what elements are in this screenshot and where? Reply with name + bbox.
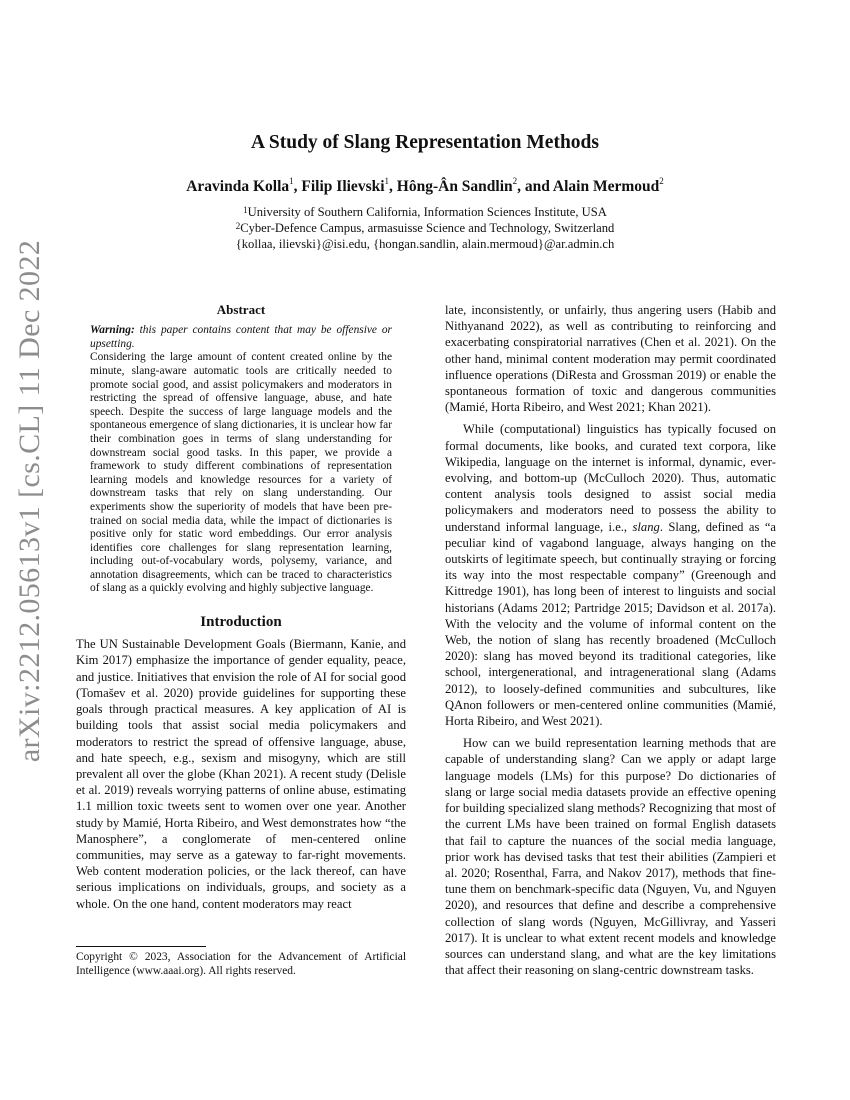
- affiliation-2: [0, 220, 850, 236]
- author-list: Aravinda Kolla$^1$, Filip Ilievski$^1$, Hông-Ân Sandlin$^2$, and Alain Mermoud$^2$: [186, 176, 664, 195]
- abstract-heading: Abstract: [216, 302, 266, 317]
- affiliation-1: [0, 204, 850, 220]
- author-name: Filip Ilievski: [301, 178, 385, 195]
- paragraph-text: While (computational) linguistics has typically focused on formal documents, like books, and curated text corpora, like Wikipedia, language on the internet is informal, dynamic, ever-evolving, and bottom-up (McCulloch 2020). Thus, automatic content analysis tools designed to assist social media policymakers and moderators need to possess the ability to understand informal language, i.e.,: [445, 422, 776, 534]
- author-name: Alain Mermoud: [552, 178, 660, 195]
- left-column: [76, 302, 406, 912]
- right-column: [445, 302, 776, 978]
- author-affiliation-mark: 1: [289, 176, 294, 186]
- introduction-heading: Introduction: [200, 614, 282, 631]
- author-name: Aravinda Kolla: [186, 178, 290, 195]
- abstract-body: Considering the large amount of content created online by the minute, slang-aware automatic tools are critically needed to promote social good, and assist policymakers and moderators in restricting the spread of offensive language, abuse, and hate speech. Despite the success of large language models and the spontaneous emergence of slang dictionaries, it is unclear how far their combination goes in terms of slang understanding for downstream social good tasks. In this paper, we provide a framework to study different combinations of representation learning models and knowledge resources for a variety of downstream tasks that rely on slang understanding. Our experiments show the superiority of models that have been pre-trained on social media data, while the impact of dictionaries is positive only for static word embeddings. Our error analysis identifies core challenges for slang representation learning, including out-of-vocabulary words, polysemy, variance, and annotation disagreements, which can be traced to characteristics of slang as a quickly evolving and highly subjective language.: [90, 351, 392, 595]
- author-affiliation-mark: 1: [384, 176, 390, 186]
- emphasized-term: slang: [632, 519, 660, 534]
- copyright-footnote: Copyright © 2023, Association for the Advancement of Artificial Intelligence (www.aaai.org). All rights reserved.: [76, 951, 406, 977]
- arxiv-identifier-stamp: arXiv:2212.05613v1 [cs.CL] 11 Dec 2022: [13, 239, 46, 763]
- affiliation-text: Cyber-Defence Campus, armasuisse Science and Technology, Switzerland: [240, 221, 615, 235]
- author-affiliation-mark: 2: [512, 176, 518, 186]
- paragraph-text: . Slang, defined as “a peculiar kind of vagabond language, always hanging on the outskirts of legitimate speech, but continually straying or forcing its way into the most respectable company” (Greenough and Kittredge 1901), has long been of interest to linguists and social historians (Adams 2012; Partridge 2015; Davidson et al. 2017a). With the velocity and the volume of informal content on the Web, the notion of slang has recently broadened (McCulloch 2020): slang has moved beyond its traditional categories, like school, intergenerational, and intragenerational slang (Adams 2012), to loosely-defined communities and subcultures, like QAnon followers or men-centered online communities (Mamié, Horta Ribeiro, and West 2021).: [445, 519, 777, 729]
- warning-text: this paper contains content that may be offensive or upsetting.: [90, 324, 392, 350]
- paper-title: A Study of Slang Representation Methods: [251, 132, 599, 153]
- introduction-paragraph: How can we build representation learning methods that are capable of understanding slang? Can we apply or adapt large language models (LMs) for this purpose? Do dictionaries of slang or large social media datasets provide an effective opening for building specialized slang methods? Recognizing that most of the current LMs have been trained on formal English datasets that fail to capture the nuances of the social media language, prior work has devised tasks that test their abilities (Zampieri et al. 2020; Rosenthal, Farra, and Nakov 2017), methods that fine-tune them on benchmark-specific data (Nguyen, Vu, and Nguyen 2020), and resources that define and describe a comprehensive collection of slang words (Nguyen, McGillivray, and Yasseri 2017). It is unclear to what extent recent models and knowledge sources can understand slang, and what are the key limitations that affect their reasoning on slang-centric downstream tasks.: [445, 736, 776, 978]
- affiliation-number: 2: [235, 221, 241, 231]
- introduction-paragraph-continued: late, inconsistently, or unfairly, thus angering users (Habib and Nithyanand 2022), as well as contributing to reinforcing and exacerbating conspiratorial narratives (Chen et al. 2021). On the other hand, minimal content moderation may permit coordinated influence operations (DiResta and Grossman 2019) or enable the spontaneous formation of toxic and dangerous communities (Mamié, Horta Ribeiro, and West 2021; Khan 2021).: [445, 303, 776, 415]
- introduction-paragraph: The UN Sustainable Development Goals (Biermann, Kanie, and Kim 2017) emphasize the importance of gender equality, peace, and justice. Initiatives that envision the role of AI for social good (Tomašev et al. 2020) provide guidelines for supporting these goals through practical measures. A key application of AI is building tools that assist social media policymakers and moderators to restrict the spread of offensive language, abuse, and hate speech, e.g., sexism and misogyny, which are still prevalent all over the globe (Khan 2021). A recent study (Delisle et al. 2019) reveals worrying patterns of online abuse, estimating 1.1 million toxic tweets sent to women over one year. Another study by Mamié, Horta Ribeiro, and West demonstrates how “the Manosphere”, a conglomerate of men-centered online communities, may serve as a gateway to far-right movements. Web content moderation policies, or the lack thereof, can have serious implications on individuals, groups, and society as a whole. On the one hand, content moderators may react: [76, 637, 406, 911]
- abstract-block: [90, 324, 392, 596]
- author-affiliation-mark: 2: [659, 176, 664, 186]
- introduction-paragraph: [445, 421, 776, 729]
- abstract-warning: [90, 324, 392, 351]
- affiliation-text: University of Southern California, Information Sciences Institute, USA: [247, 205, 607, 219]
- warning-label: Warning:: [90, 324, 135, 337]
- author-emails: {kollaa, ilievski}@isi.edu, {hongan.sandlin, alain.mermoud}@ar.admin.ch: [235, 237, 615, 251]
- author-name: Hông-Ân Sandlin: [396, 178, 513, 195]
- footnote-rule: [76, 946, 206, 947]
- affiliation-number: 1: [243, 205, 248, 215]
